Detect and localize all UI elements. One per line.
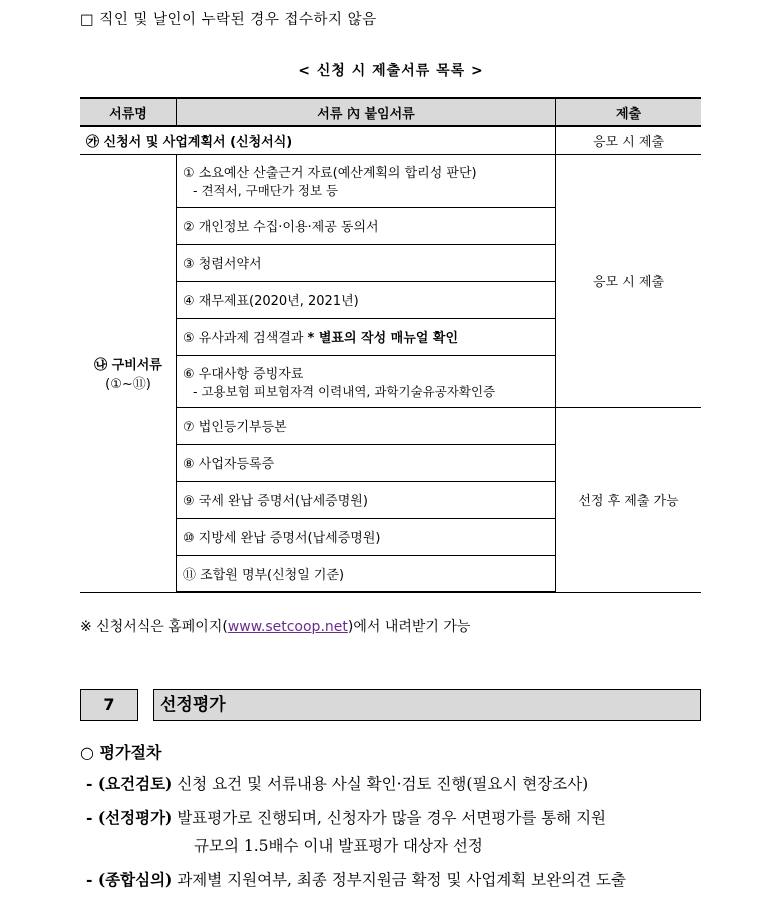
item-6 (177, 355, 556, 407)
item-5 (177, 318, 556, 355)
item-11: ⑪ 조합원 명부(신청일 기준) (177, 555, 556, 592)
table-row (80, 126, 701, 154)
item-7: ⑦ 법인등기부등본 (177, 407, 556, 444)
item-5-manual-note: * 별표의 작성 매뉴얼 확인 (307, 331, 458, 346)
row-a-name: ㉮ 신청서 및 사업계획서 (신청서식) (80, 126, 556, 154)
header-doc-name: 서류명 (80, 98, 177, 126)
item-4: ④ 재무제표(2020년, 2021년) (177, 281, 556, 318)
item-6-line2: - 고용보험 피보험자격 이력내역, 과학기술유공자확인증 (193, 383, 496, 399)
table-header-row (80, 98, 701, 126)
procedure-item-label: - (종합심의) (86, 870, 173, 889)
item-8: ⑧ 사업자등록증 (177, 444, 556, 481)
item-3: ③ 청렴서약서 (177, 244, 556, 281)
procedure-item-selection-cont: 규모의 1.5배수 이내 발표평가 대상자 선정 (194, 837, 483, 855)
item-1-line2: - 견적서, 구매단가 정보 등 (193, 183, 339, 198)
top-note: □ 직인 및 날인이 누락된 경우 접수하지 않음 (80, 12, 377, 28)
item-9: ⑨ 국세 완납 증명서(납세증명원) (177, 481, 556, 518)
footnote (80, 616, 470, 636)
procedure-title: ○ 평가절차 (80, 743, 162, 762)
item-10: ⑩ 지방세 완납 증명서(납세증명원) (177, 518, 556, 555)
group-b-name: ㉯ 구비서류 (94, 358, 162, 373)
header-submission: 제출 (556, 98, 702, 126)
item-2: ② 개인정보 수집·이용·제공 동의서 (177, 207, 556, 244)
section-number: 7 (80, 689, 138, 721)
procedure-item-text: 발표평가로 진행되며, 신청자가 많을 경우 서면평가를 통해 지원 (172, 809, 607, 827)
submit-group-1: 응모 시 제출 (556, 154, 702, 407)
procedure-item-text: 신청 요건 및 서류내용 사실 확인·검토 진행(필요시 현장조사) (172, 775, 589, 793)
item-1-line1: ① 소요예산 산출근거 자료(예산계획의 합리성 판단) (183, 166, 477, 181)
procedure-item-requirements (86, 772, 588, 794)
procedure-item-review (86, 868, 626, 890)
footnote-suffix: )에서 내려받기 가능 (347, 619, 471, 635)
procedure-item-label: - (선정평가) (86, 808, 173, 827)
procedure-item-text: 과제별 지원여부, 최종 정부지원금 확정 및 사업계획 보완의견 도출 (172, 871, 626, 889)
procedure-item-selection (86, 806, 606, 828)
required-documents-table (80, 97, 701, 593)
item-6-line1: ⑥ 우대사항 증빙자료 (183, 366, 304, 382)
item-1 (177, 154, 556, 207)
header-attachments: 서류 內 붙임서류 (177, 98, 556, 126)
row-a-submit: 응모 시 제출 (556, 126, 702, 154)
submit-group-2: 선정 후 제출 가능 (556, 407, 702, 592)
group-b-range: (①~⑪) (105, 377, 151, 392)
group-b-name-cell (80, 154, 177, 592)
item-5-prefix: ⑤ 유사과제 검색결과 (183, 331, 308, 346)
homepage-link[interactable]: www.setcoop.net (227, 619, 348, 635)
section-title: 선정평가 (153, 689, 701, 721)
table-row (80, 154, 701, 207)
procedure-item-label: - (요건검토) (86, 774, 173, 793)
document-list-title: < 신청 시 제출서류 목록 > (298, 63, 484, 79)
footnote-prefix: ※ 신청서식은 홈페이지( (80, 619, 228, 635)
